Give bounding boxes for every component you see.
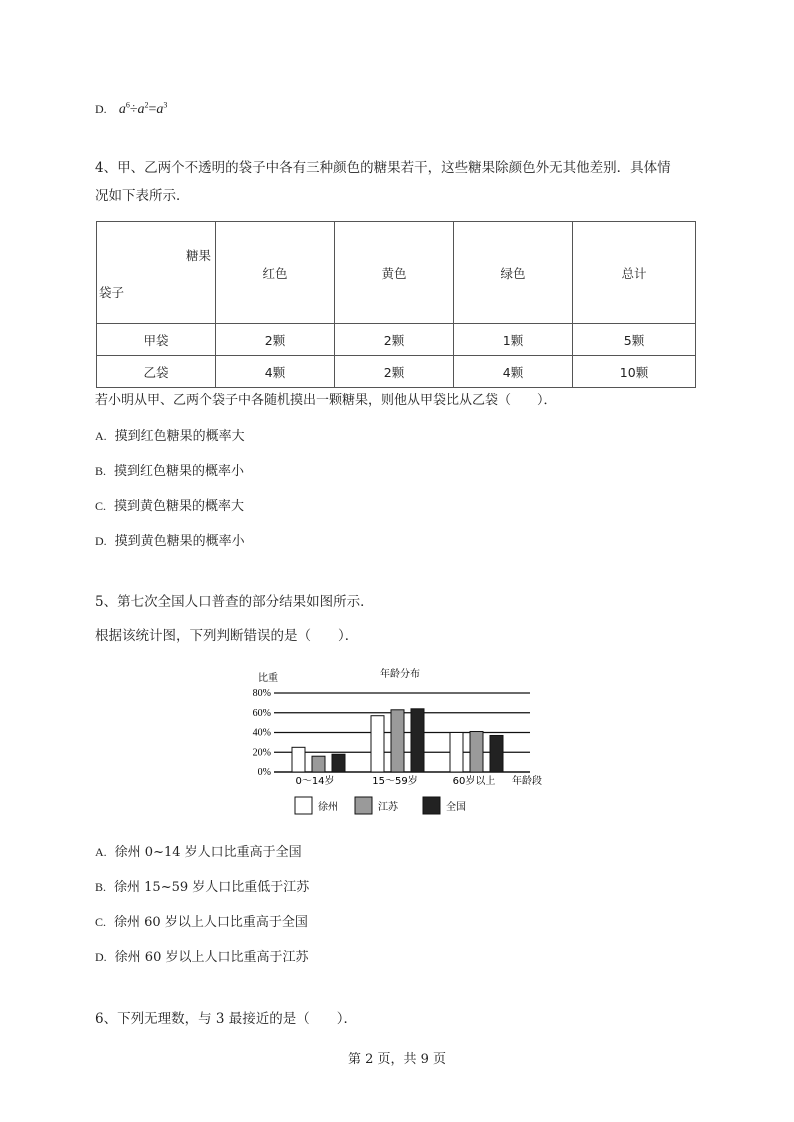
- x-tick-label: 15～59岁: [372, 776, 418, 787]
- table-corner-header: [97, 222, 216, 324]
- option-text: 摸到黄色糖果的概率小: [114, 534, 245, 549]
- option-text: 徐州 60 岁以上人口比重高于江苏: [114, 950, 309, 965]
- table-cell: 4颗: [454, 356, 573, 388]
- option-b: [95, 462, 244, 481]
- option-text: 摸到红色糖果的概率大: [114, 429, 245, 444]
- y-tick-label: 20%: [252, 747, 271, 759]
- y-tick-label: 60%: [252, 707, 271, 719]
- column-header: 绿色: [454, 222, 573, 324]
- option-text: 徐州 0~14 岁人口比重高于全国: [114, 845, 302, 860]
- question-5-stem-line2: 根据该统计图，下列判断错误的是（ ）．: [95, 628, 359, 644]
- option-text: 徐州 15~59 岁人口比重低于江苏: [114, 880, 310, 895]
- option-letter: D.: [95, 950, 107, 964]
- bar: [371, 716, 384, 772]
- y-tick-label: 80%: [252, 688, 271, 699]
- bar: [470, 732, 483, 772]
- y-tick-label: 40%: [252, 727, 271, 739]
- column-header: 总计: [573, 222, 696, 324]
- q5-option-b: [95, 878, 309, 897]
- header-bag: 袋子: [99, 285, 125, 300]
- header-candy: 糖果: [185, 248, 211, 263]
- x-tick-label: 60岁以上: [452, 776, 496, 787]
- chart-title: 年龄分布: [380, 669, 420, 680]
- y-axis-label: 比重: [258, 673, 278, 684]
- legend-swatch: [295, 797, 312, 814]
- legend: [295, 797, 466, 814]
- y-tick-labels: [253, 688, 271, 778]
- question-4-stem-line1: 4、甲、乙两个不透明的袋子中各有三种颜色的糖果若干，这些糖果除颜色外无其他差别．具体情: [95, 160, 671, 176]
- option-d: [95, 532, 245, 551]
- question-4-stem-line2: 况如下表所示．: [95, 188, 190, 204]
- x-axis-label: 年龄段: [512, 776, 542, 787]
- age-distribution-chart: [240, 662, 560, 827]
- bar: [490, 735, 503, 772]
- table-cell: 2颗: [335, 324, 454, 356]
- option-text: 徐州 60 岁以上人口比重高于全国: [114, 915, 308, 930]
- bars: [292, 709, 503, 772]
- question-5-stem-line1: 5、第七次全国人口普查的部分结果如图所示．: [95, 594, 374, 610]
- candy-table: [96, 221, 696, 388]
- legend-label: 全国: [446, 802, 466, 813]
- table-row: [97, 324, 696, 356]
- row-label: 甲袋: [97, 324, 216, 356]
- table-cell: 4颗: [216, 356, 335, 388]
- legend-label: 徐州: [318, 802, 338, 813]
- q5-option-c: [95, 913, 308, 932]
- bar: [411, 709, 424, 772]
- y-tick-label: 0%: [257, 767, 271, 778]
- option-c: [95, 497, 244, 516]
- table-cell: 2颗: [335, 356, 454, 388]
- question-6-stem: 6、下列无理数，与 3 最接近的是（ ）．: [95, 1011, 358, 1027]
- x-tick-label: 0～14岁: [295, 776, 335, 787]
- legend-swatch: [355, 797, 372, 814]
- table-row: [97, 356, 696, 388]
- option-d-previous: [95, 96, 167, 119]
- option-letter: D.: [95, 101, 107, 116]
- option-letter: A.: [95, 845, 107, 859]
- table-cell: 1颗: [454, 324, 573, 356]
- option-letter: A.: [95, 429, 107, 443]
- table-cell: 10颗: [573, 356, 696, 388]
- table-cell: 5颗: [573, 324, 696, 356]
- column-header: 黄色: [335, 222, 454, 324]
- option-text: 摸到黄色糖果的概率大: [114, 499, 245, 514]
- row-label: 乙袋: [97, 356, 216, 388]
- bar: [391, 710, 404, 772]
- bar: [292, 747, 305, 772]
- option-text: 摸到红色糖果的概率小: [114, 464, 245, 479]
- q5-option-d: [95, 948, 308, 967]
- column-header: 红色: [216, 222, 335, 324]
- legend-label: 江苏: [378, 802, 398, 813]
- x-tick-labels: [295, 774, 495, 787]
- option-letter: C.: [95, 499, 107, 513]
- option-letter: B.: [95, 880, 107, 894]
- q5-option-a: [95, 843, 302, 862]
- bar: [332, 754, 345, 772]
- question-4-prompt: 若小明从甲、乙两个袋子中各随机摸出一颗糖果，则他从甲袋比从乙袋（ ）．: [95, 393, 557, 408]
- math-expression: $a^6\div a^2=a^3$: [118, 100, 168, 117]
- bar: [450, 733, 463, 773]
- page-footer: 第 2 页，共 9 页: [347, 1052, 447, 1067]
- bar: [312, 756, 325, 772]
- option-letter: D.: [95, 534, 107, 548]
- option-a: [95, 427, 245, 446]
- table-cell: 2颗: [216, 324, 335, 356]
- option-letter: B.: [95, 464, 107, 478]
- option-letter: C.: [95, 915, 107, 929]
- legend-swatch: [423, 797, 440, 814]
